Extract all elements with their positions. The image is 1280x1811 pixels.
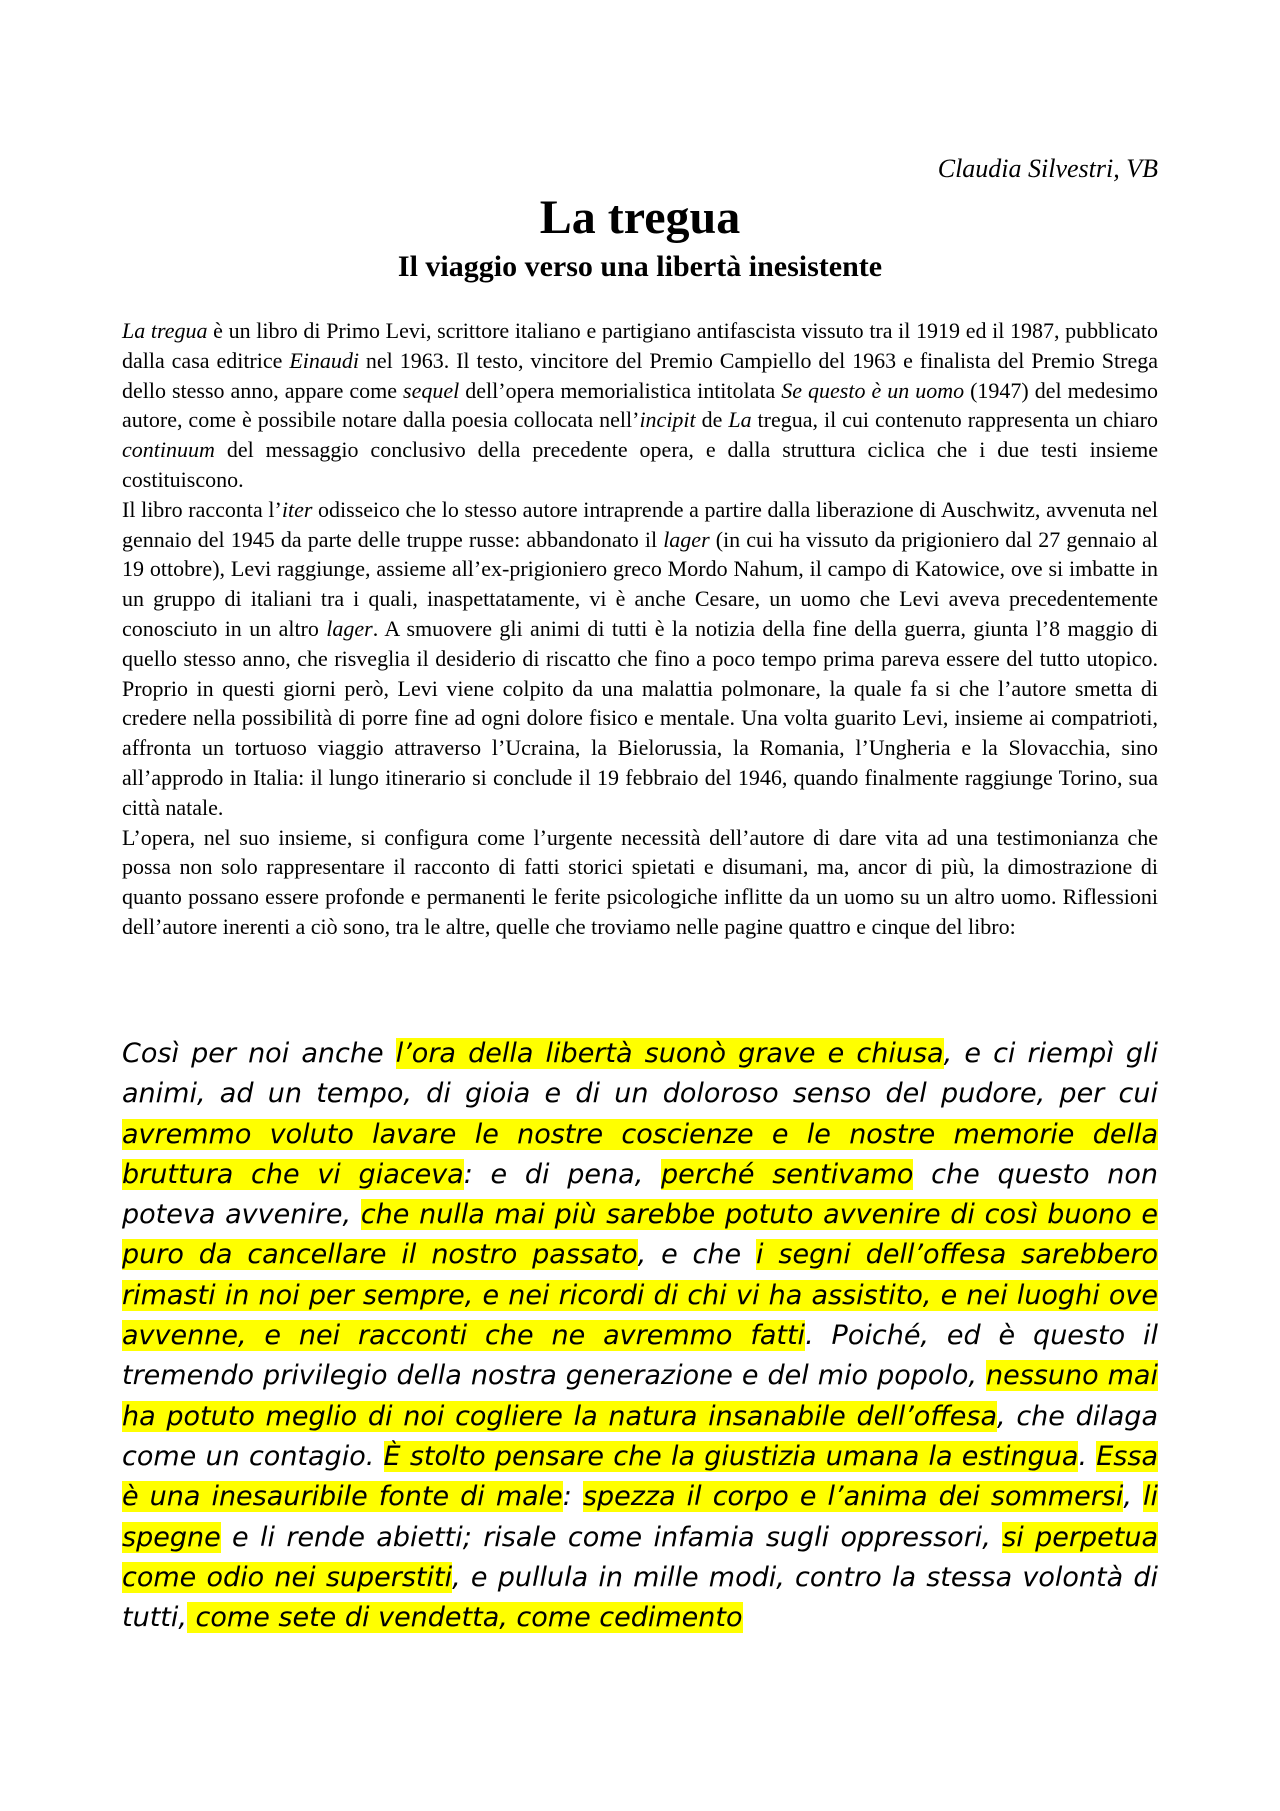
italic-text: incipit	[639, 407, 696, 433]
text-run: che questo non poteva avvenire,	[122, 1158, 1158, 1231]
text-run: tregua, il cui contenuto rappresenta un chiaro	[751, 407, 1158, 433]
text-run: Il libro racconta l’	[122, 496, 282, 522]
text-run: . A smuovere gli animi di tutti è la notizia della fine della guerra, giunta l’8 maggio di quello stesso anno, che risveglia il desiderio di riscatto che fino a poco tempo prima pareva essere del tutto utopico. Proprio in questi giorni però, Levi viene colpito da una malattia polmonare, la quale fa si che l’autore smetta di credere nella possibilità di porre fine ad ogni dolore fisico e mentale. Una volta guarito Levi, insieme ai compatrioti, affronta un tortuoso viaggio attraverso l’Ucraina, la Bielorussia, la Romania, l’Ungheria e la Slovacchia, sino all’approdo in Italia: il lungo itinerario si conclude il 19 febbraio del 1946, quando finalmente raggiunge Torino, sua città natale.	[122, 615, 1158, 820]
document-subtitle: Il viaggio verso una libertà inesistente	[397, 250, 883, 283]
italic-text: La	[728, 407, 752, 433]
highlighted-text: perché sentivamo	[661, 1158, 914, 1190]
highlighted-text: si perpetua come odio nei superstiti	[122, 1521, 1158, 1593]
highlighted-text: li spegne	[122, 1481, 1159, 1553]
text-run: , che dilaga come un contagio.	[122, 1400, 1158, 1472]
highlighted-text: come sete di vendetta, come cedimento	[186, 1602, 743, 1634]
highlighted-text: È stolto pensare che la giustizia umana la estingua	[383, 1440, 1079, 1472]
italic-text: lager	[663, 526, 710, 552]
text-run: del messaggio conclusivo della precedente opera, e dalla struttura ciclica che i due testi insieme costituiscono.	[122, 437, 1158, 492]
highlighted-text: i segni dell’offesa sarebbero rimasti in noi per sempre, e nei ricordi di chi vi ha assistito, e nei luoghi ove avvenne, e nei racconti che ne avremmo fatti	[122, 1239, 1159, 1352]
text-run: . Poiché, ed è questo il tremendo privilegio della nostra generazione e del mio popolo,	[122, 1320, 1158, 1392]
quote-text	[122, 1034, 1158, 1638]
highlighted-text: Essa è una inesauribile fonte di male	[122, 1440, 1158, 1513]
italic-text: Se questo è un uomo	[781, 377, 965, 403]
text-run: , e che	[637, 1239, 757, 1271]
highlighted-text: che nulla mai più sarebbe potuto avvenire di così buono e puro da cancellare il nostro passato	[122, 1199, 1158, 1271]
text-run: , e ci riempì gli animi, ad un tempo, di gioia e di un doloroso senso del pudore, per cui	[122, 1038, 1158, 1110]
text-run: , e pullula in mille modi, contro la stessa volontà di tutti,	[122, 1561, 1158, 1634]
paragraph-2	[122, 495, 1158, 823]
quote-block	[122, 1034, 1158, 1638]
italic-text: continuum	[122, 437, 215, 463]
text-run: L’opera, nel suo insieme, si configura come l’urgente necessità dell’autore di dare vita ad una testimonianza che possa non solo rappresentare il racconto di fatti storici spietati e disumani, ma, ancor di più, la dimostrazione di quanto possano essere profonde e permanenti le ferite psicologiche inflitte da un uomo su un altro uomo. Riflessioni dell’autore inerenti a ciò sono, tra le altre, quelle che troviamo nelle pagine quattro e cinque del libro:	[122, 824, 1158, 939]
body-text	[122, 316, 1158, 942]
paragraph-3	[122, 823, 1158, 942]
text-run: :	[562, 1481, 583, 1513]
text-run: ,	[1123, 1481, 1143, 1513]
italic-text: Einaudi	[289, 347, 359, 373]
text-run: e li rende abietti; risale come infamia sugli oppressori,	[220, 1521, 1003, 1553]
italic-text: iter	[281, 496, 313, 522]
highlighted-text: spezza il corpo e l’anima dei sommersi	[582, 1481, 1124, 1513]
italic-text: sequel	[403, 377, 460, 403]
text-run: dell’opera memorialistica intitolata	[459, 377, 782, 403]
text-run: Così per noi anche	[122, 1038, 396, 1069]
text-run: nel 1963. Il testo, vincitore del Premio Campiello del 1963 e finalista del Premio Strega dello stesso anno, appare come	[122, 347, 1158, 403]
text-run: de	[695, 407, 729, 433]
text-run: : e di pena,	[463, 1158, 662, 1190]
text-run: è un libro di Primo Levi, scrittore italiano e partigiano antifascista vissuto tra il 1919 ed il 1987, pubblicato dalla casa editrice	[122, 318, 1158, 373]
highlighted-text: avremmo voluto lavare le nostre coscienze e le nostre memorie della bruttura che vi giaceva	[122, 1118, 1158, 1190]
paragraph-1	[122, 316, 1158, 495]
text-run: (in cui ha vissuto da prigioniero dal 27 gennaio al 19 ottobre), Levi raggiunge, assieme all’ex-prigioniero greco Mordo Nahum, il campo di Katowice, ove si imbatte in un gruppo di italiani tra i quali, inaspettatamente, vi è anche Cesare, un uomo che Levi aveva precedentemente conosciuto in un altro	[122, 526, 1158, 641]
document-title: La tregua	[539, 191, 741, 244]
italic-text: lager	[326, 615, 373, 641]
highlighted-text: l’ora della libertà suonò grave e chiusa	[395, 1038, 944, 1069]
text-run: odisseico che lo stesso autore intraprende a partire dalla liberazione di Auschwitz, avvenuta nel gennaio del 1945 da parte delle truppe russe: abbandonato il	[122, 496, 1158, 552]
italic-text: La tregua	[122, 318, 208, 343]
text-run: .	[1078, 1440, 1097, 1472]
text-run: (1947) del medesimo autore, come è possibile notare dalla poesia collocata nell’	[122, 377, 1159, 433]
highlighted-text: nessuno mai ha potuto meglio di noi cogliere la natura insanabile dell’offesa	[122, 1360, 1158, 1432]
author-line: Claudia Silvestri, VB	[937, 154, 1158, 183]
